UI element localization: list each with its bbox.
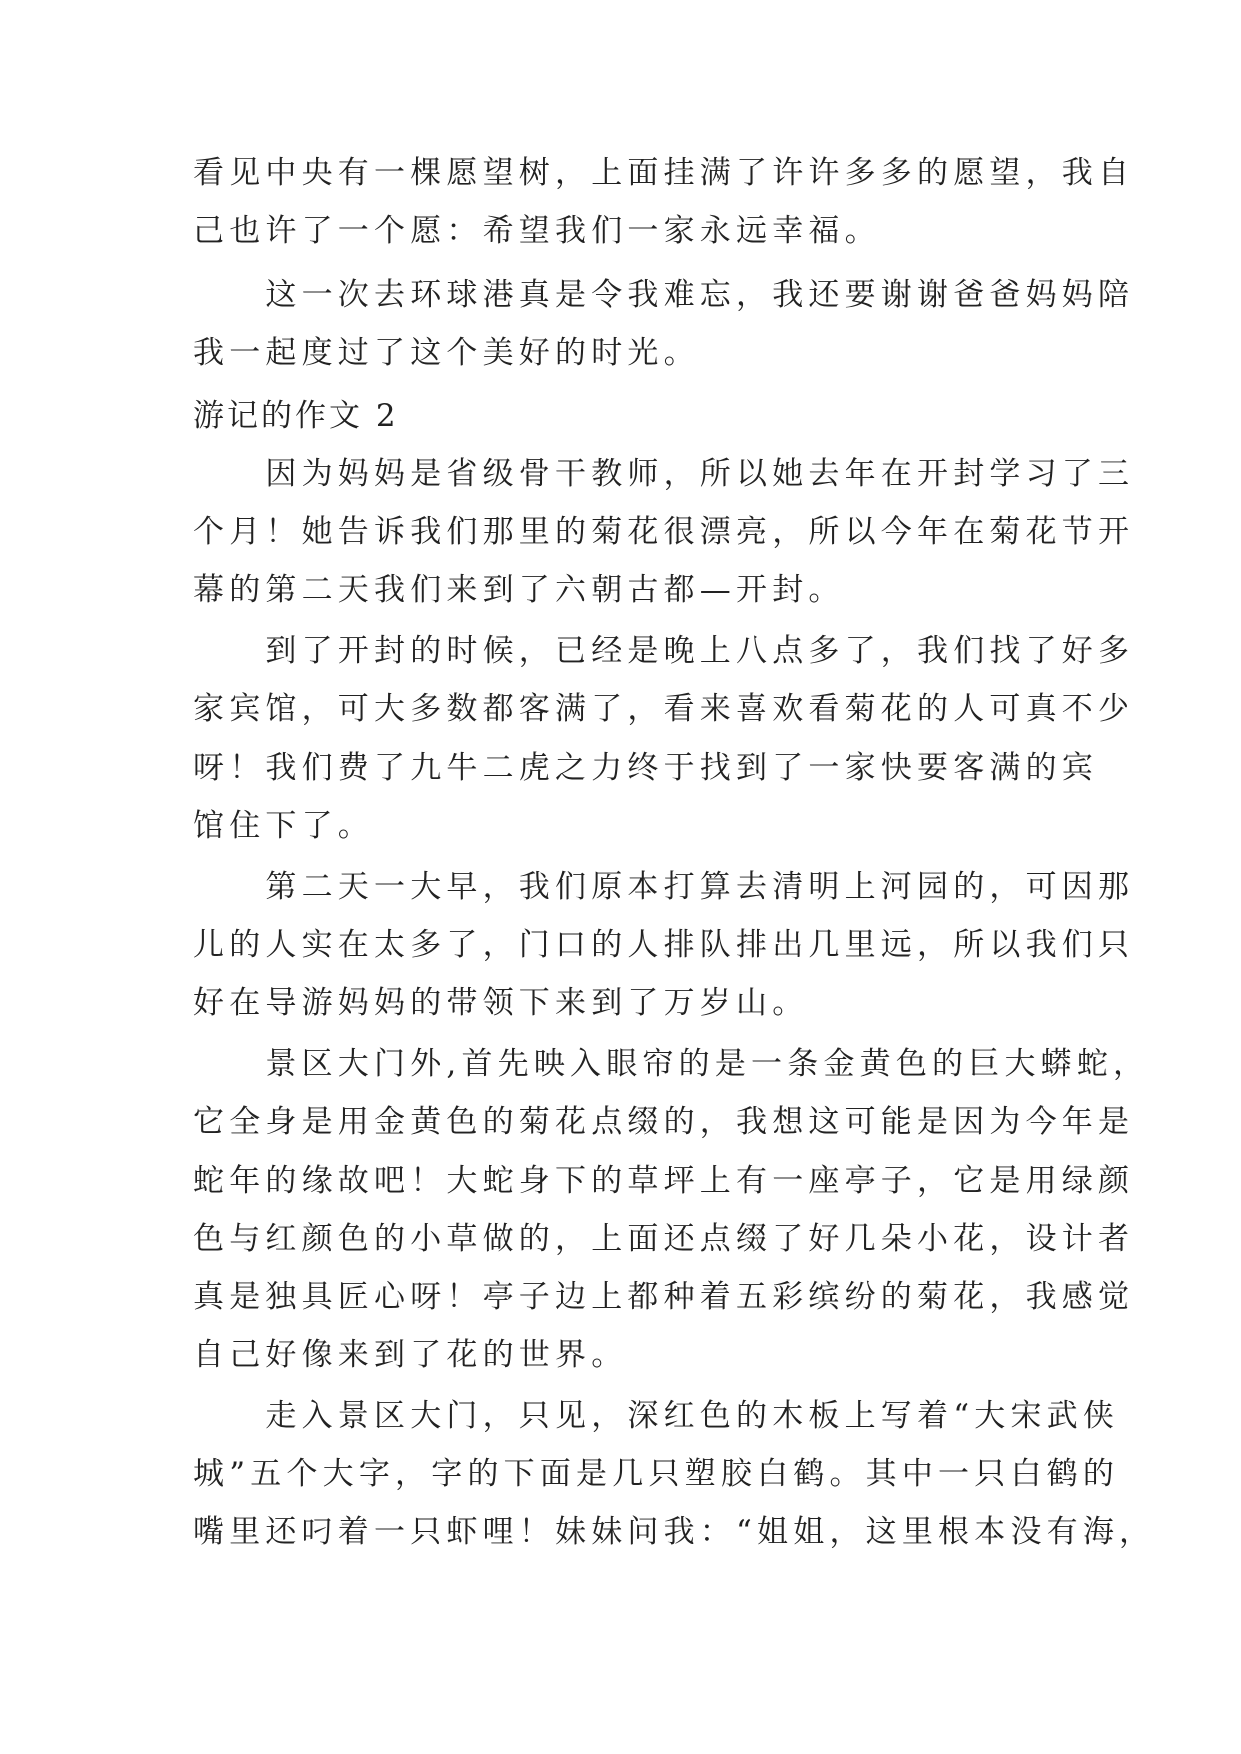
section-heading: 游记的作文 2 <box>193 398 399 434</box>
text-line: 家宾馆，可大多数都客满了，看来喜欢看菊花的人可真不少 <box>193 691 1135 727</box>
text-line: 色与红颜色的小草做的，上面还点缀了好几朵小花，设计者 <box>193 1221 1135 1257</box>
text-line: 儿的人实在太多了，门口的人排队排出几里远，所以我们只 <box>193 927 1135 963</box>
text-line: 第二天一大早，我们原本打算去清明上河园的，可因那 <box>193 869 1135 905</box>
text-line: 嘴里还叼着一只虾哩！妹妹问我：“姐姐，这里根本没有海， <box>193 1514 1156 1550</box>
text-line: 它全身是用金黄色的菊花点缀的，我想这可能是因为今年是 <box>193 1104 1135 1140</box>
text-line: 这一次去环球港真是令我难忘，我还要谢谢爸爸妈妈陪 <box>193 277 1135 313</box>
text-line: 个月！她告诉我们那里的菊花很漂亮，所以今年在菊花节开 <box>193 514 1135 550</box>
text-line: 景区大门外,首先映入眼帘的是一条金黄色的巨大蟒蛇， <box>193 1046 1150 1082</box>
text-line: 自己好像来到了花的世界。 <box>193 1337 628 1373</box>
text-line: 蛇年的缘故吧！大蛇身下的草坪上有一座亭子，它是用绿颜 <box>193 1163 1135 1199</box>
text-line: 城”五个大字，字的下面是几只塑胶白鹤。其中一只白鹤的 <box>193 1456 1120 1492</box>
text-line: 己也许了一个愿：希望我们一家永远幸福。 <box>193 213 881 249</box>
text-line: 好在导游妈妈的带领下来到了万岁山。 <box>193 985 809 1021</box>
text-line: 馆住下了。 <box>193 808 374 844</box>
text-line: 因为妈妈是省级骨干教师，所以她去年在开封学习了三 <box>193 456 1135 492</box>
text-line: 看见中央有一棵愿望树，上面挂满了许许多多的愿望，我自 <box>193 155 1135 191</box>
text-line: 呀！我们费了九牛二虎之力终于找到了一家快要客满的宾 <box>193 750 1098 786</box>
text-line: 真是独具匠心呀！亭子边上都种着五彩缤纷的菊花，我感觉 <box>193 1279 1135 1315</box>
text-line: 走入景区大门，只见，深红色的木板上写着“大宋武侠 <box>193 1398 1120 1434</box>
text-line: 到了开封的时候，已经是晚上八点多了，我们找了好多 <box>193 633 1135 669</box>
text-line: 幕的第二天我们来到了六朝古都—开封。 <box>193 572 845 608</box>
text-line: 我一起度过了这个美好的时光。 <box>193 335 700 371</box>
